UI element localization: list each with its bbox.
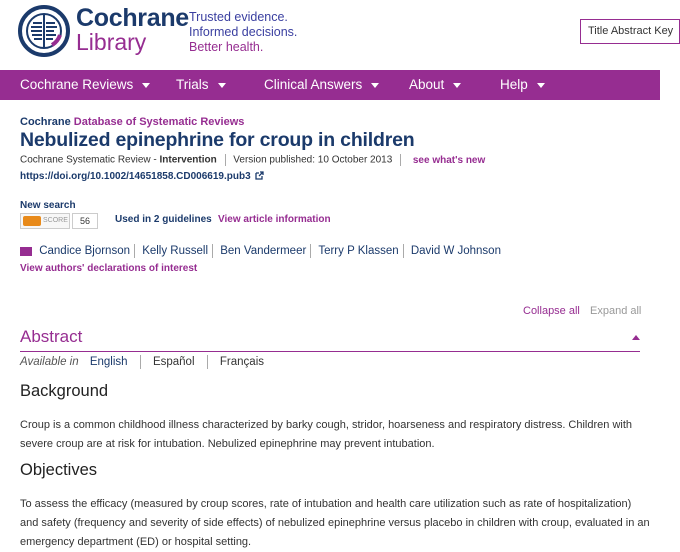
guidelines-link[interactable]: Used in 2 guidelines [115, 214, 212, 225]
nav-cochrane-reviews[interactable] [20, 70, 150, 100]
tagline [189, 10, 297, 55]
background-heading: Background [20, 382, 109, 400]
database-link[interactable] [20, 116, 244, 128]
brand-name[interactable]: Cochrane [76, 4, 189, 32]
external-link-icon [255, 171, 264, 180]
expand-all-button[interactable]: Expand all [590, 305, 642, 317]
chevron-down-icon [218, 83, 226, 88]
nav-trials[interactable] [176, 70, 226, 100]
nav-label: Trials [176, 77, 209, 92]
page-title: Nebulized epinephrine for croup in children [20, 129, 415, 151]
author-link[interactable]: Candice Bjornson [39, 245, 130, 258]
divider [310, 244, 311, 258]
language-switcher [20, 355, 264, 369]
review-type: Cochrane Systematic Review - [20, 154, 160, 166]
lang-espanol[interactable]: Español [152, 356, 195, 369]
review-meta [20, 154, 485, 166]
nav-label: Help [500, 77, 528, 92]
declarations-link[interactable]: View authors' declarations of interest [20, 263, 198, 274]
divider [207, 355, 208, 369]
kicker-database: Database of Systematic Reviews [70, 116, 245, 128]
envelope-icon[interactable] [20, 247, 32, 256]
divider [140, 355, 141, 369]
divider [225, 154, 226, 166]
abstract-heading[interactable]: Abstract [20, 327, 83, 346]
tagline-line: Better health. [189, 40, 264, 54]
altmetric-icon [23, 216, 41, 226]
review-kind: Intervention [159, 154, 217, 166]
nav-label: Clinical Answers [264, 77, 363, 92]
kicker-cochrane: Cochrane [20, 116, 71, 128]
nav-label: About [409, 77, 445, 92]
tagline-line: Informed decisions. [189, 25, 298, 39]
nav-about[interactable] [409, 70, 461, 100]
chevron-down-icon [537, 83, 545, 88]
main-nav [0, 70, 660, 100]
divider [400, 154, 401, 166]
nav-help[interactable] [500, 70, 545, 100]
version-published: Version published: 10 October 2013 [233, 154, 393, 166]
lang-francais[interactable]: Français [219, 356, 265, 369]
whats-new-link[interactable]: see what's new [412, 154, 486, 166]
author-link[interactable]: Kelly Russell [142, 245, 209, 258]
altmetric-count: 56 [72, 213, 98, 229]
article-info-link[interactable]: View article information [218, 214, 331, 225]
divider [212, 244, 213, 258]
objectives-heading: Objectives [20, 461, 98, 479]
author-list [20, 244, 501, 258]
new-search-link[interactable]: New search [20, 200, 76, 211]
altmetric-badge[interactable] [20, 213, 70, 229]
collapse-all-button[interactable]: Collapse all [523, 305, 580, 317]
chevron-down-icon [142, 83, 150, 88]
divider [134, 244, 135, 258]
brand-library[interactable]: Library [76, 29, 147, 55]
nav-label: Cochrane Reviews [20, 77, 134, 92]
lang-english[interactable]: English [89, 356, 128, 369]
nav-clinical-answers[interactable] [264, 70, 379, 100]
cochrane-logo-icon[interactable] [18, 5, 70, 57]
doi-text: https://doi.org/10.1002/14651858.CD006619.pub3 [20, 171, 251, 182]
search-field-select[interactable]: Title Abstract Key [580, 19, 680, 44]
chevron-down-icon [453, 83, 461, 88]
doi-link[interactable] [20, 171, 264, 182]
author-link[interactable]: David W Johnson [410, 245, 501, 258]
tagline-line: Trusted evidence. [189, 10, 288, 24]
background-text: Croup is a common childhood illness characterized by barky cough, stridor, hoarseness and respiratory distress. Children with severe croup are at risk for intubation. Nebulized epinephrine may prevent intubation. [20, 419, 633, 450]
objectives-text: To assess the efficacy (measured by croup scores, rate of intubation and health care utilization such as rate of hospitalization) and safety (frequency and severity of side effects) of nebulized epinephrine versus placebo in children with croup, evaluated in an emergency department (ED) or hospital setting. [20, 498, 650, 548]
altmetric-score-icon: SCORE [43, 217, 68, 224]
author-link[interactable]: Terry P Klassen [318, 245, 399, 258]
divider [403, 244, 404, 258]
author-link[interactable]: Ben Vandermeer [220, 245, 307, 258]
available-in-label: Available in [20, 356, 79, 369]
section-divider [20, 351, 640, 352]
chevron-down-icon [371, 83, 379, 88]
chevron-up-icon[interactable] [632, 335, 640, 340]
site-header [0, 0, 674, 70]
